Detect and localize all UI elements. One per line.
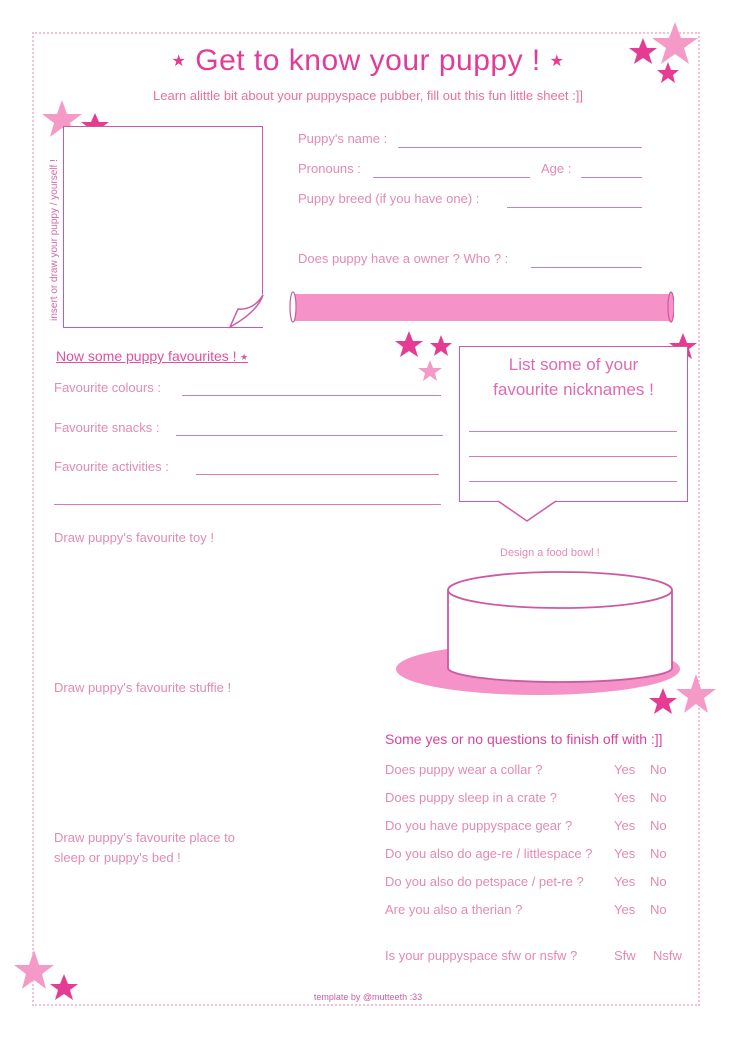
favourite-colours-field[interactable] (182, 395, 441, 396)
page-title-text: Get to know your puppy ! (195, 44, 541, 77)
pronouns-field[interactable] (373, 177, 530, 178)
draw-toy-area[interactable] (54, 552, 374, 672)
yes-option[interactable]: Yes (614, 762, 636, 777)
question-text: Does puppy wear a collar ? (385, 762, 543, 777)
no-option[interactable]: No (650, 902, 667, 917)
nicknames-title (459, 352, 688, 402)
nickname-field-1[interactable] (469, 431, 677, 432)
star-icon (14, 950, 54, 989)
question-text: Is your puppyspace sfw or nsfw ? (385, 948, 578, 963)
star-icon: ★ (549, 53, 565, 71)
star-icon (430, 335, 452, 356)
draw-toy-label: Draw puppy's favourite toy ! (54, 530, 214, 545)
draw-place-label-line1: Draw puppy's favourite place to (54, 830, 235, 845)
draw-place-label-line2: sleep or puppy's bed ! (54, 850, 181, 865)
puppy-name-field[interactable] (398, 147, 642, 148)
page-title (0, 44, 736, 78)
questions-heading: Some yes or no questions to finish off with :]] (385, 731, 663, 747)
yes-option[interactable]: Yes (614, 902, 636, 917)
no-option[interactable]: No (650, 790, 667, 805)
question-text: Does puppy sleep in a crate ? (385, 790, 557, 805)
star-icon (395, 331, 423, 357)
favourite-activities-field-extra[interactable] (54, 504, 441, 505)
draw-stuffie-area[interactable] (54, 702, 374, 817)
draw-place-label (54, 828, 235, 868)
nickname-field-3[interactable] (469, 481, 677, 482)
favourite-colours-label: Favourite colours : (54, 380, 161, 395)
no-option[interactable]: No (650, 874, 667, 889)
question-text: Are you also a therian ? (385, 902, 523, 917)
yes-option[interactable]: Yes (614, 818, 636, 833)
age-label: Age : (541, 161, 572, 176)
bubble-tail (497, 500, 557, 524)
star-icon (418, 360, 442, 381)
owner-field[interactable] (531, 267, 642, 268)
draw-stuffie-label: Draw puppy's favourite stuffie ! (54, 680, 232, 695)
no-option[interactable]: No (650, 846, 667, 861)
star-icon (676, 674, 716, 713)
no-option[interactable]: No (650, 818, 667, 833)
nickname-field-2[interactable] (469, 456, 677, 457)
template-credit: template by @mutteeth :33 (313, 992, 423, 1002)
question-text: Do you have puppyspace gear ? (385, 818, 573, 833)
favourites-heading: Now some puppy favourites ! ⭑ (56, 348, 248, 364)
draw-place-area[interactable] (54, 872, 374, 982)
star-icon: ★ (171, 53, 187, 71)
folded-corner-icon (226, 293, 266, 329)
owner-label: Does puppy have a owner ? Who ? : (298, 251, 509, 266)
question-text: Do you also do petspace / pet-re ? (385, 874, 584, 889)
nicknames-title-line2: favourite nicknames ! (493, 380, 654, 399)
banner-scroll (288, 290, 674, 324)
yes-option[interactable]: Yes (614, 874, 636, 889)
nicknames-title-line1: List some of your (508, 355, 639, 374)
pronouns-label: Pronouns : (298, 161, 361, 176)
age-field[interactable] (581, 177, 642, 178)
puppy-breed-label: Puppy breed (if you have one) : (298, 191, 480, 206)
favourite-activities-label: Favourite activities : (54, 459, 169, 474)
yes-option[interactable]: Yes (614, 846, 636, 861)
photo-side-label: insert or draw your puppy / yourself ! (48, 159, 60, 321)
food-bowl-label: Design a food bowl ! (500, 547, 600, 559)
yes-option[interactable]: Yes (614, 790, 636, 805)
favourite-snacks-field[interactable] (176, 435, 443, 436)
food-bowl-drawing[interactable] (390, 568, 680, 700)
favourite-snacks-label: Favourite snacks : (54, 420, 160, 435)
puppy-name-label: Puppy's name : (298, 131, 388, 146)
sfw-option[interactable]: Sfw (614, 948, 636, 963)
favourite-activities-field[interactable] (196, 474, 439, 475)
no-option[interactable]: No (650, 762, 667, 777)
page-subtitle: Learn alittle bit about your puppyspace pubber, fill out this fun little sheet :]] (153, 88, 583, 103)
question-text: Do you also do age-re / littlespace ? (385, 846, 593, 861)
nsfw-option[interactable]: Nsfw (653, 948, 682, 963)
puppy-breed-field[interactable] (507, 207, 642, 208)
